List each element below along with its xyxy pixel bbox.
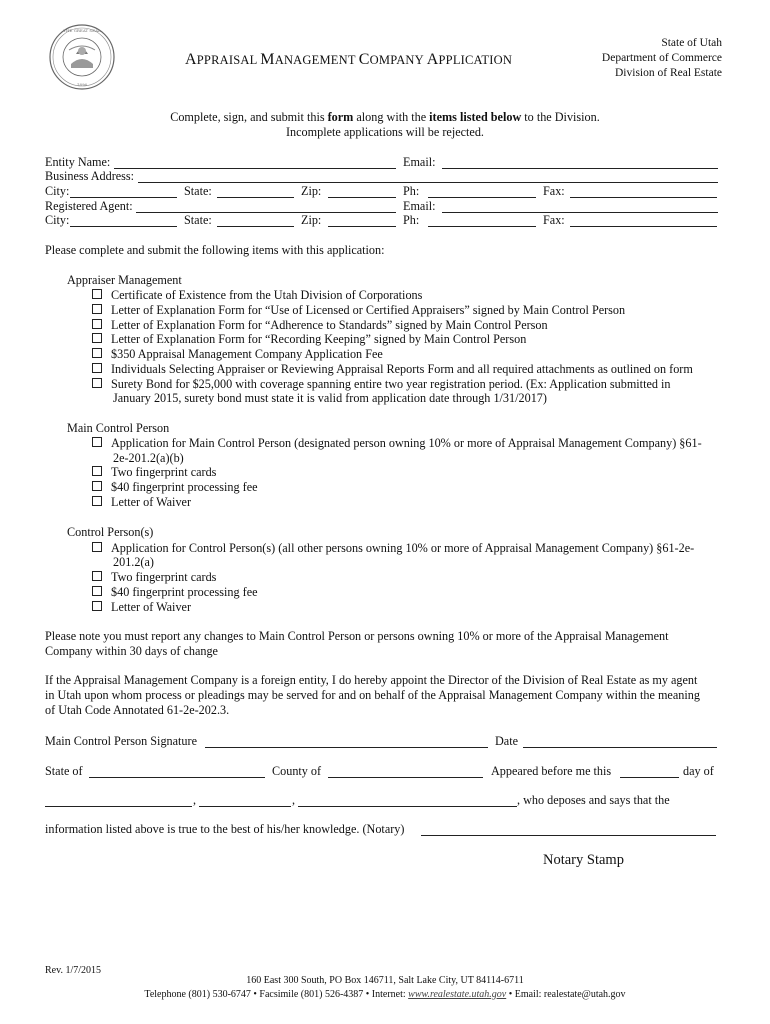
state-seal-logo [49,24,115,90]
checklist-item[interactable]: $350 Appraisal Management Company Application Fee [92,347,383,362]
checklist-item[interactable]: Letter of Waiver [92,600,191,615]
checklist-item[interactable]: Certificate of Existence from the Utah Division of Corporations [92,288,422,303]
agency-department: Department of Commerce [601,52,722,64]
agent-zip-label: Zip: [301,213,322,227]
agent-email-label: Email: [403,199,436,213]
page-title: APPRAISAL MANAGEMENT COMPANY APPLICATION [185,51,513,68]
checklist-item[interactable]: Application for Main Control Person (designated person owning 10% or more of Appraisal Management Company) §61- [92,436,702,451]
city-field[interactable] [70,197,177,198]
checkbox[interactable] [92,378,102,388]
state-of-label: State of [45,764,83,778]
state-of-field[interactable] [89,777,265,778]
checkbox[interactable] [92,481,102,491]
deponent-name-field[interactable] [45,806,192,807]
entity-name-label: Entity Name: [45,155,111,169]
signature-label: Main Control Person Signature [45,734,197,748]
state-label: State: [184,184,212,198]
checklist-item[interactable]: Individuals Selecting Appraiser or Reviewing Appraisal Reports Form and all required attachments as outlined on form [92,362,693,377]
checkbox[interactable] [92,437,102,447]
main-control-heading: Main Control Person [67,421,170,435]
change-notice: Please note you must report any changes to Main Control Person or persons owning 10% or more of the Appraisal Management Company within 30 days of change [45,629,669,658]
email-field[interactable] [442,168,718,169]
notary-signature-field[interactable] [421,835,716,836]
checkbox[interactable] [92,496,102,506]
checklist-item[interactable]: Letter of Explanation Form for “Adherence to Standards” signed by Main Control Person [92,318,548,333]
agent-state-label: State: [184,213,212,227]
signature-field[interactable] [205,747,488,748]
deposes-label: , who deposes and says that the [517,793,670,807]
main-control-continuation: 2e-201.2(a)(b) [113,451,184,465]
control-persons-heading: Control Person(s) [67,525,154,539]
agent-phone-label: Ph: [403,213,420,227]
agent-email-field[interactable] [442,212,718,213]
checkbox[interactable] [92,348,102,358]
foreign-entity-statement: If the Appraisal Management Company is a foreign entity, I do hereby appoint the Director of the Division of Real Estate as my agent in Utah upon whom process or pleadings may be served for and on behalf of the Appraisal Management Company within the meaning of Utah Code Annotated 61-2e-202.3. [45,673,700,717]
checklist-item[interactable]: $40 fingerprint processing fee [92,480,258,495]
checkbox[interactable] [92,363,102,373]
control-persons-continuation: 201.2(a) [113,555,154,569]
notary-statement-label: information listed above is true to the best of his/her knowledge. (Notary) [45,822,405,836]
checkbox[interactable] [92,542,102,552]
checkbox[interactable] [92,289,102,299]
website-link[interactable]: www.realestate.utah.gov [408,988,507,1000]
checkbox[interactable] [92,319,102,329]
date-label: Date [495,734,519,748]
checkbox[interactable] [92,304,102,314]
checklist-item[interactable]: Letter of Explanation Form for “Recording Keeping” signed by Main Control Person [92,332,526,347]
zip-field[interactable] [328,197,396,198]
agent-zip-field[interactable] [328,226,396,227]
email-label: Email: [403,155,436,169]
phone-label: Ph: [403,184,420,198]
registered-agent-label: Registered Agent: [45,199,133,213]
fax-label: Fax: [543,184,565,198]
business-address-label: Business Address: [45,169,135,183]
instructions: Complete, sign, and submit this form along with the items listed below to the Division. Incomplete applications will be rejected. [170,110,600,139]
county-of-field[interactable] [328,777,483,778]
please-complete-text: Please complete and submit the following items with this application: [45,243,385,257]
zip-label: Zip: [301,184,322,198]
agent-city-label: City: [45,213,70,227]
deponent-title-field[interactable] [199,806,291,807]
checklist-item[interactable]: Two fingerprint cards [92,570,216,585]
agent-phone-field[interactable] [428,226,536,227]
agent-state-field[interactable] [217,226,294,227]
checkbox[interactable] [92,586,102,596]
checkbox[interactable] [92,601,102,611]
agent-city-field[interactable] [70,226,177,227]
phone-field[interactable] [428,197,536,198]
comma-separator: , [193,793,197,807]
agency-division: Division of Real Estate [615,67,722,79]
deponent-company-field[interactable] [298,806,517,807]
checkbox[interactable] [92,333,102,343]
state-field[interactable] [217,197,294,198]
checkbox[interactable] [92,466,102,476]
appeared-day-field[interactable] [620,777,679,778]
checklist-item[interactable]: Application for Control Person(s) (all other persons owning 10% or more of Appraisal Management Company) §61-2e- [92,541,694,556]
revision-date: Rev. 1/7/2015 [45,965,102,976]
notary-stamp-label: Notary Stamp [543,852,624,868]
entity-name-field[interactable] [114,168,396,169]
checklist-item[interactable]: Surety Bond for $25,000 with coverage spanning entire two year registration period. (Ex: Application submitted in [92,377,671,392]
svg-text:1896: 1896 [76,82,88,87]
registered-agent-field[interactable] [136,212,396,213]
checklist-item[interactable]: Letter of Waiver [92,495,191,510]
footer [0,974,770,1001]
fax-field[interactable] [570,197,717,198]
svg-text:THE GREAT SEAL: THE GREAT SEAL [63,28,101,33]
county-of-label: County of [272,764,322,778]
footer-address: 160 East 300 South, PO Box 146711, Salt Lake City, UT 84114-6711 [246,975,524,986]
agent-fax-label: Fax: [543,213,565,227]
checkbox[interactable] [92,571,102,581]
checklist-item[interactable]: Letter of Explanation Form for “Use of Licensed or Certified Appraisers” signed by Main Control Person [92,303,625,318]
business-address-field[interactable] [138,182,718,183]
agency-block [522,36,722,81]
footer-contact: Telephone (801) 530-6747 • Facsimile (801) 526-4387 • Internet: www.realestate.utah.gov • Email: realestate@utah.gov [144,988,626,1000]
day-of-label: day of [683,764,714,778]
checklist-item[interactable]: Two fingerprint cards [92,465,216,480]
appeared-label: Appeared before me this [491,764,612,778]
appraiser-management-heading: Appraiser Management [67,273,182,287]
agent-fax-field[interactable] [570,226,717,227]
agency-state: State of Utah [661,37,722,49]
city-label: City: [45,184,70,198]
date-field[interactable] [523,747,717,748]
checklist-item[interactable]: $40 fingerprint processing fee [92,585,258,600]
comma-separator: , [292,793,296,807]
surety-bond-continuation: January 2015, surety bond must state it is valid from application date through 1/31/2017) [113,391,547,405]
